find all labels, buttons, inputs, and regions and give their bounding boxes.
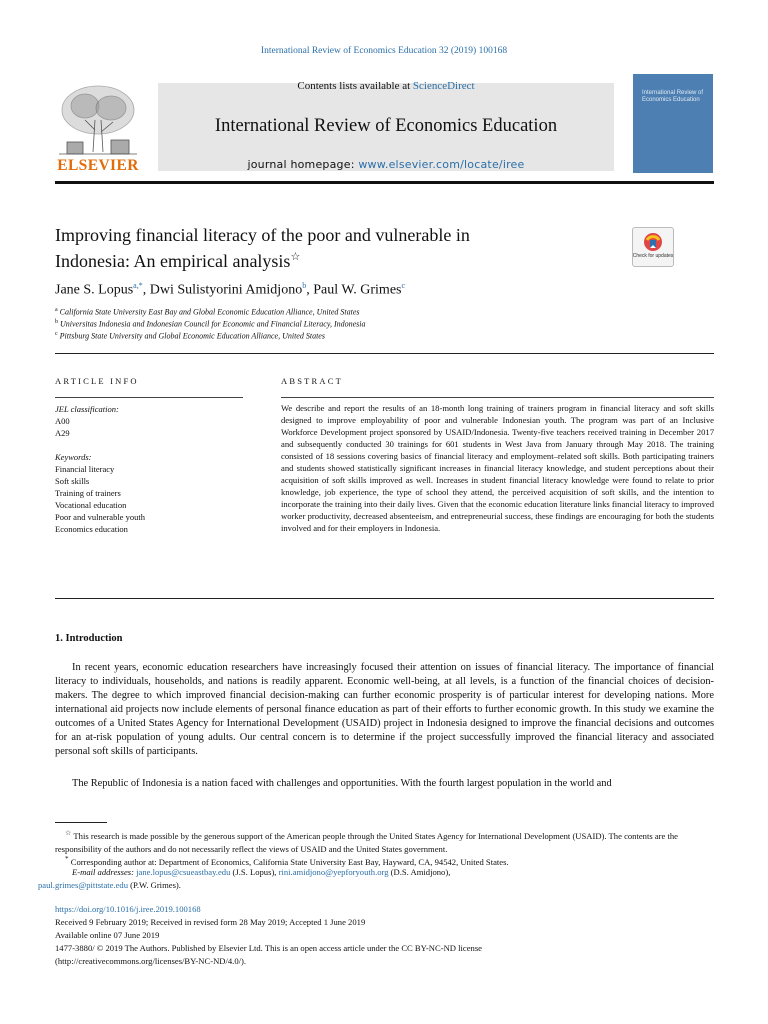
license-text: 1477-3880/ © 2019 The Authors. Published by Elsevier Ltd. This is an open access article under the CC BY-NC-ND license <box>55 943 482 953</box>
paper-title-line1: Improving financial literacy of the poor and vulnerable in <box>55 225 470 245</box>
keyword: Financial literacy <box>55 464 115 474</box>
jel-code: A29 <box>55 428 70 438</box>
email-link[interactable]: rini.amidjono@yepforyouth.org <box>278 867 389 877</box>
funding-footnote <box>55 827 714 856</box>
sciencedirect-link[interactable]: ScienceDirect <box>412 80 475 92</box>
online-date: Available online 07 June 2019 <box>55 930 160 940</box>
author-name: Dwi Sulistyorini Amidjono <box>149 282 303 298</box>
author-separator: , <box>306 282 314 298</box>
intro-paragraph: The Republic of Indonesia is a nation faced with challenges and opportunities. With the fourth largest population in the world and <box>72 778 612 789</box>
funding-footnote-text: This research is made possible by the generous support of the American people through the United States Agency for International Development (USAID). The contents are the responsibility of the authors and do not necessarily reflect the views of USAID and the United States government. <box>55 830 678 854</box>
keyword: Training of trainers <box>55 488 121 498</box>
author-name: Paul W. Grimes <box>313 282 402 298</box>
footnote-mark: * <box>65 855 69 863</box>
intro-paragraph: In recent years, economic education researchers have increasingly focused their attention on issues of financial literacy. The importance of financial literacy to individuals, households, and nations is readily apparent. Economic well-being, at all levels, is a function of the financial choices of decision-makers. The degree to which improved financial decision-making can further economic prosperity is of particular interest for developing nations. More international aid projects now include elements of personal finance education as part of their efforts to further economic growth. In this study we examine the outcomes of a United States Agency for International Development (USAID) project in Indonesia designed to improve the financial decisions and outcomes for an at-risk population of young adults. Our central concern is to determine if the project successfully improved the financial literacy and associated personal soft skills of participants. <box>55 662 714 757</box>
contents-prefix: Contents lists available at <box>297 80 413 92</box>
doi-link[interactable]: https://doi.org/10.1016/j.iree.2019.100168 <box>55 904 201 914</box>
journal-cover-title: International Review of Economics Education <box>642 90 704 103</box>
section-divider <box>55 353 714 354</box>
keyword: Vocational education <box>55 500 127 510</box>
homepage-link[interactable]: www.elsevier.com/locate/iree <box>358 158 525 171</box>
abstract-text: We describe and report the results of an 18-month long training of trainers program in financial literacy and soft skills designed to improve employability of poor and vulnerable Indonesian youth. The program was part of an Inclusive Workforce Development project sponsored by USAID/Indonesia. Twenty-five teachers received training in December 2017 and subsequently conducted 30 trainings for 601 students in West Java from January through May 2018. The training consisted of 18 sessions covering basics of financial literacy and employment–related soft skills. Both participating trainers and students showed statistically significant increases in financial literacy knowledge, and student perceptions about their acquisition of soft skills improved as well. Increases in student financial literacy knowledge were found to relate to prior knowledge, job experience, the type of school they attend, the perceived acquisition of soft skills, and the intention to incorporate the training into their daily lives. Given that the economic education literature links financial literacy to improved worker productivity, decreased absenteeism, and entrepreneurial success, these findings are encouraging for both the students involved and for their employers in Indonesia. <box>281 403 714 533</box>
email-owner: (D.S. Amidjono), <box>388 867 451 877</box>
header-divider <box>55 181 714 184</box>
keyword: Poor and vulnerable youth <box>55 512 145 522</box>
email-owner: (J.S. Lopus), <box>230 867 279 877</box>
affiliation-text: Universitas Indonesia and Indonesian Council for Economic and Financial Literacy, Indonesia <box>60 319 366 329</box>
check-for-updates-label: Check for updates <box>632 253 674 259</box>
affiliation <box>55 307 359 317</box>
author-separator: , <box>142 282 150 298</box>
footnote-mark: ☆ <box>65 829 72 837</box>
email-label: E-mail addresses: <box>72 867 134 877</box>
affiliation-mark: b <box>55 319 58 325</box>
footnote-rule <box>55 822 107 823</box>
introduction-heading: 1. Introduction <box>55 633 123 644</box>
paper-title-line2: Indonesia: An empirical analysis <box>55 251 291 271</box>
jel-code: A00 <box>55 416 70 426</box>
journal-reference[interactable]: International Review of Economics Education 32 (2019) 100168 <box>260 46 508 56</box>
keywords-label: Keywords: <box>55 452 92 462</box>
email-link[interactable]: jane.lopus@csueastbay.edu <box>136 867 231 877</box>
journal-title: International Review of Economics Education <box>214 116 558 136</box>
section-divider <box>55 598 714 599</box>
author-affiliation-mark[interactable]: b <box>302 281 307 290</box>
email-link[interactable]: paul.grimes@pittstate.edu <box>38 880 129 890</box>
article-info-rule <box>55 397 243 398</box>
email-footnote <box>38 866 714 892</box>
keyword: Soft skills <box>55 476 90 486</box>
received-dates: Received 9 February 2019; Received in revised form 28 May 2019; Accepted 1 June 2019 <box>55 917 366 927</box>
abstract-rule <box>281 397 714 398</box>
article-info-heading: ARTICLE INFO <box>55 376 139 386</box>
affiliation-text: California State University East Bay and Global Economic Education Alliance, United States <box>59 307 360 317</box>
paper-title <box>55 224 615 272</box>
email-owner: (P.W. Grimes). <box>128 880 181 890</box>
journal-homepage <box>158 158 614 171</box>
check-for-updates-button[interactable] <box>632 227 674 267</box>
affiliation-mark: a <box>55 307 58 313</box>
homepage-prefix: journal homepage: <box>247 158 359 171</box>
affiliation <box>55 331 325 341</box>
affiliation-text: Pittsburg State University and Global Economic Education Alliance, United States <box>59 331 325 341</box>
elsevier-wordmark: ELSEVIER <box>57 157 139 174</box>
jel-label: JEL classification: <box>55 404 119 414</box>
abstract-heading: ABSTRACT <box>281 376 343 386</box>
title-footnote-mark[interactable]: ☆ <box>290 251 301 263</box>
journal-cover-image[interactable] <box>633 74 713 173</box>
author-affiliation-mark[interactable]: c <box>401 281 406 290</box>
author-affiliation-mark[interactable]: a,* <box>133 281 143 290</box>
license-url[interactable]: (http://creativecommons.org/licenses/BY-NC-ND/4.0/). <box>55 956 247 966</box>
corresponding-author-text: Corresponding author at: Department of Economics, California State University East Bay, Hayward, CA, 94542, United States. <box>70 856 509 867</box>
affiliation <box>55 319 366 329</box>
contents-line <box>158 80 614 92</box>
author-name: Jane S. Lopus <box>55 282 134 298</box>
check-updates-icon <box>633 228 673 256</box>
affiliation-mark: c <box>55 331 58 337</box>
keyword: Economics education <box>55 524 128 534</box>
author-list <box>55 281 405 299</box>
